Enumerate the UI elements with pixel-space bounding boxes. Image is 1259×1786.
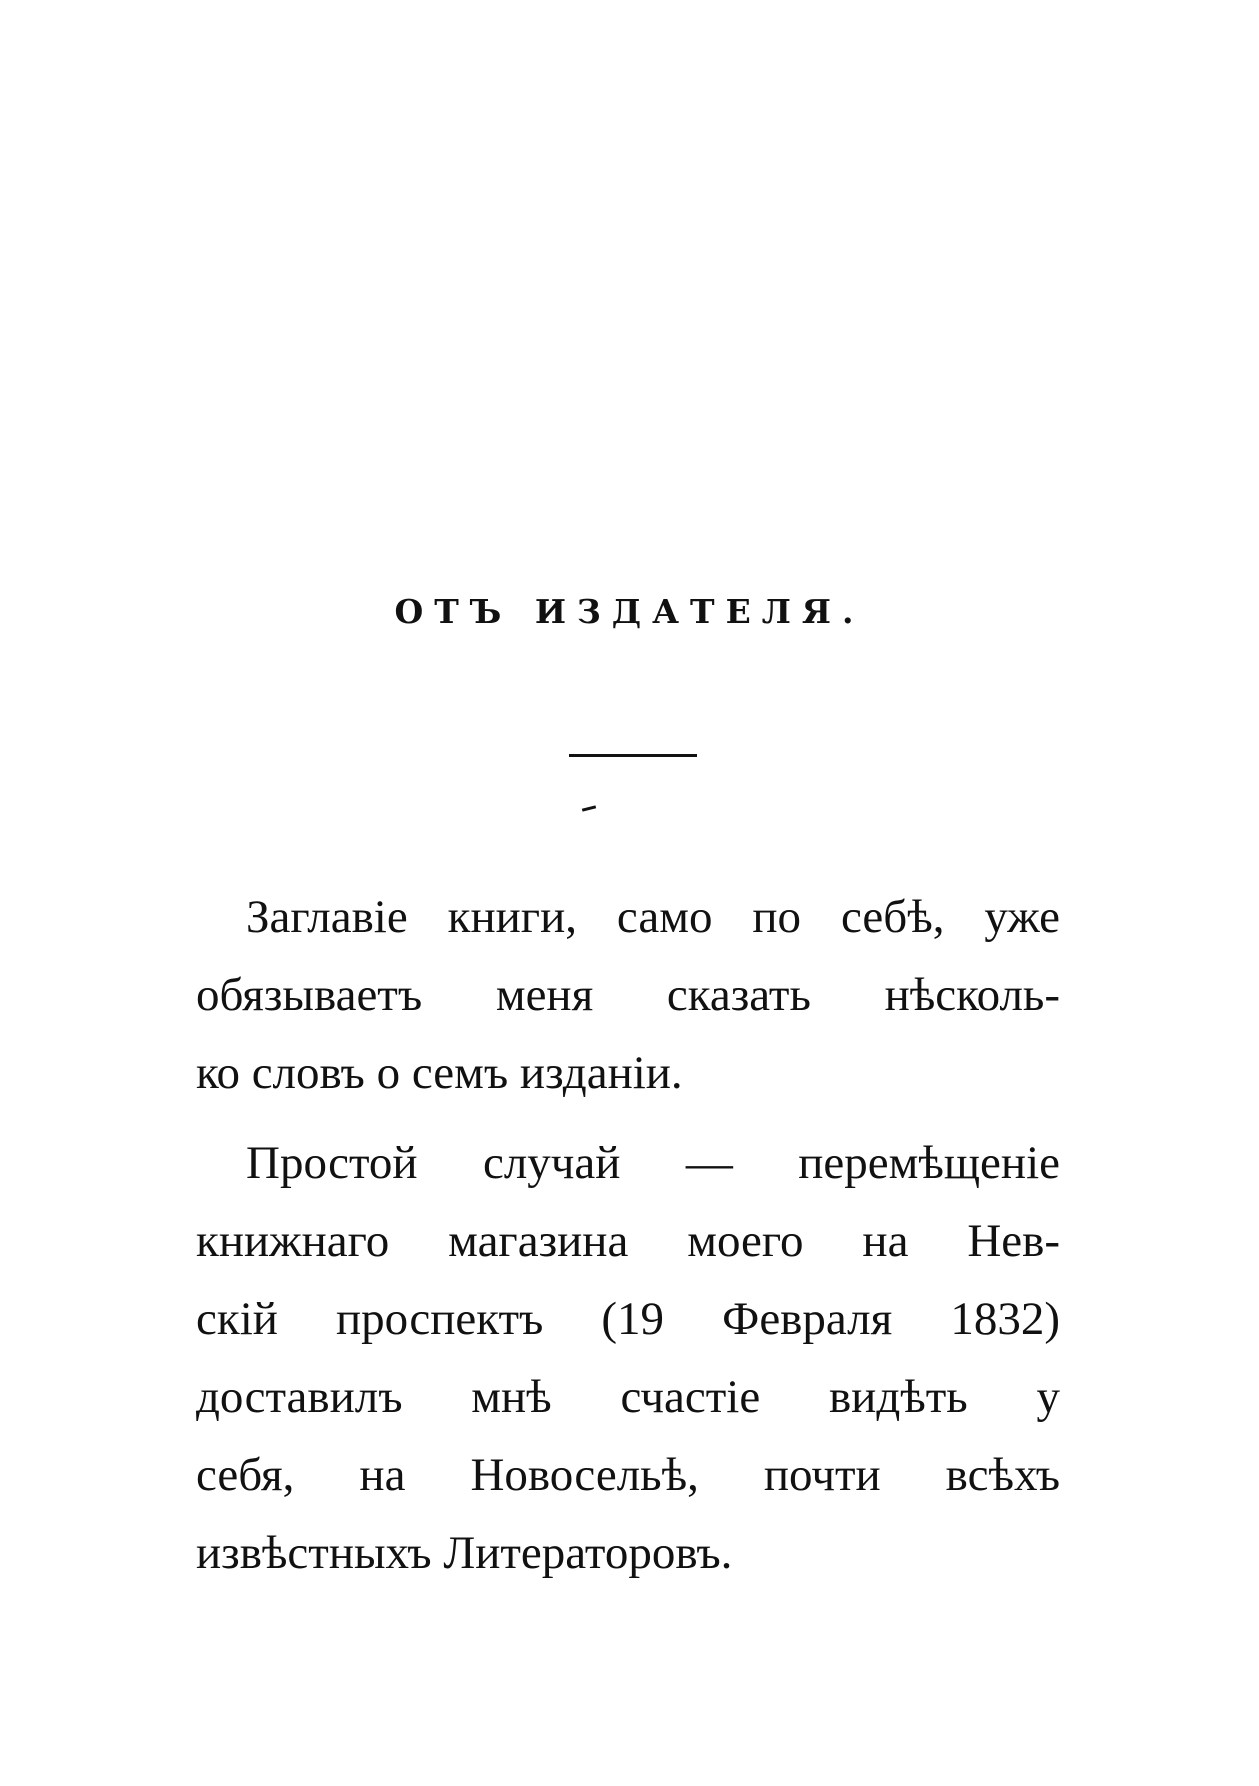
body-text bbox=[196, 878, 1060, 1592]
text-line: Простой случай — перемѣщеніе bbox=[246, 1137, 1060, 1189]
text-line: скій проспектъ (19 Февраля 1832) bbox=[196, 1293, 1060, 1345]
stray-mark bbox=[582, 805, 596, 811]
text-line: ко словъ о семъ изданіи. bbox=[196, 1047, 683, 1099]
text-line: Заглавіе книги, само по себѣ, уже bbox=[246, 891, 1060, 943]
heading-rule bbox=[569, 754, 697, 757]
text-line: себя, на Новосельѣ, почти всѣхъ bbox=[196, 1449, 1060, 1501]
paragraph-2 bbox=[196, 1124, 1060, 1592]
text-line: книжнаго магазина моего на Нев- bbox=[196, 1215, 1060, 1267]
section-heading: ОТЪ ИЗДАТЕЛЯ. bbox=[394, 592, 865, 631]
text-line: извѣстныхъ Литераторовъ. bbox=[196, 1527, 733, 1579]
text-line: доставилъ мнѣ счастіе видѣть у bbox=[196, 1371, 1060, 1423]
paragraph-1 bbox=[196, 878, 1060, 1112]
text-line: обязываетъ меня сказать нѣсколь- bbox=[196, 969, 1060, 1021]
